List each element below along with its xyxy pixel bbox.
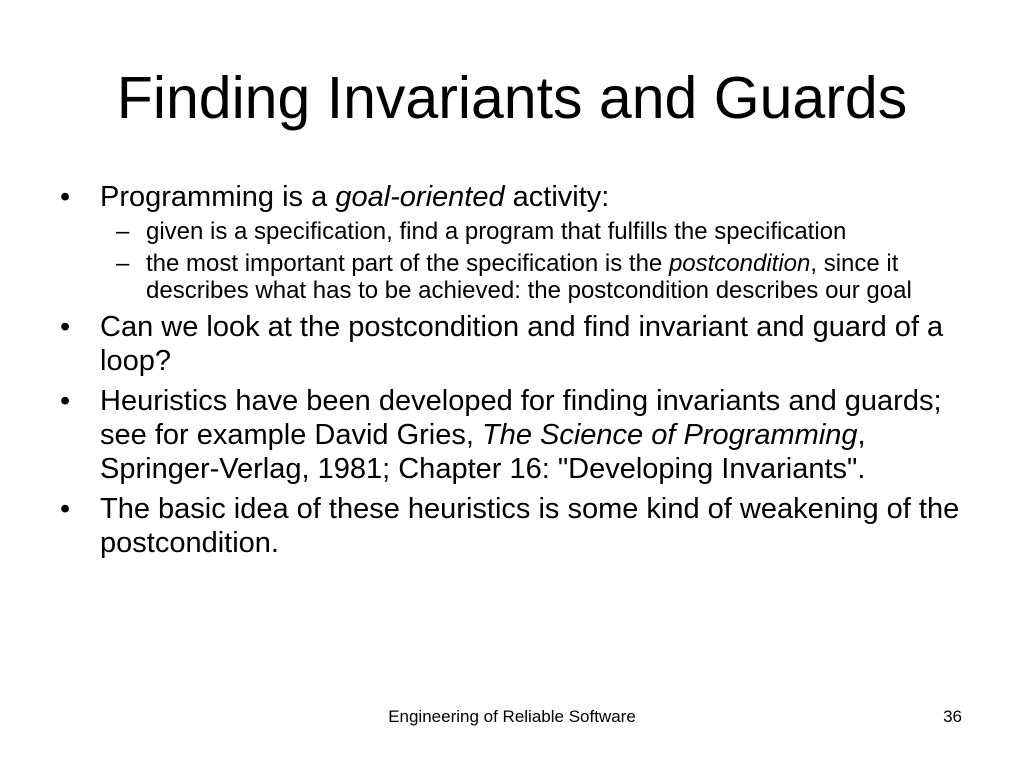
sub-bullet-marker: – <box>116 218 130 245</box>
sub-bullet-specification <box>100 218 961 245</box>
sub-bullet-list <box>100 218 960 304</box>
bullet-text-emphasis: goal-oriented <box>335 181 505 213</box>
sub-bullet-text-pre: the most important part of the specification is the <box>146 250 669 277</box>
bullet-marker: • <box>60 311 71 343</box>
bullet-text-post: , Springer-Verlag, 1981; Chapter 16: "Developing Invariants". <box>100 419 866 485</box>
bullet-text-post: activity: <box>504 181 610 213</box>
page-number: 36 <box>943 707 962 726</box>
bullet-text: The basic idea of these heuristics is some kind of weakening of the postcondition. <box>100 493 960 559</box>
bullet-marker: • <box>60 385 71 417</box>
bullet-programming-goal <box>60 180 960 304</box>
bullet-heuristics-reference <box>60 384 960 486</box>
sub-bullet-postcondition <box>100 250 961 304</box>
slide-title: Finding Invariants and Guards <box>116 65 908 131</box>
sub-bullet-text-emphasis: postcondition <box>668 250 811 277</box>
sub-bullet-marker: – <box>116 250 130 277</box>
bullet-text-emphasis: The Science of Programming <box>481 419 858 451</box>
bullet-text: Can we look at the postcondition and find invariant and guard of a loop? <box>100 311 944 377</box>
bullet-text-pre: Programming is a <box>100 181 336 213</box>
bullet-marker: • <box>60 181 71 213</box>
sub-bullet-text: given is a specification, find a program that fulfills the specification <box>146 218 847 245</box>
sub-bullet-text-post: , since it describes what has to be achieved: the postcondition describes our goal <box>146 250 912 304</box>
bullet-marker: • <box>60 493 71 525</box>
bullet-text-pre: Heuristics have been developed for finding invariants and guards; see for example David Gries, <box>100 385 942 451</box>
slide-body <box>60 180 960 566</box>
bullet-weakening-idea <box>60 492 960 560</box>
footer-text: Engineering of Reliable Software <box>388 707 636 726</box>
bullet-postcondition-question <box>60 310 960 378</box>
